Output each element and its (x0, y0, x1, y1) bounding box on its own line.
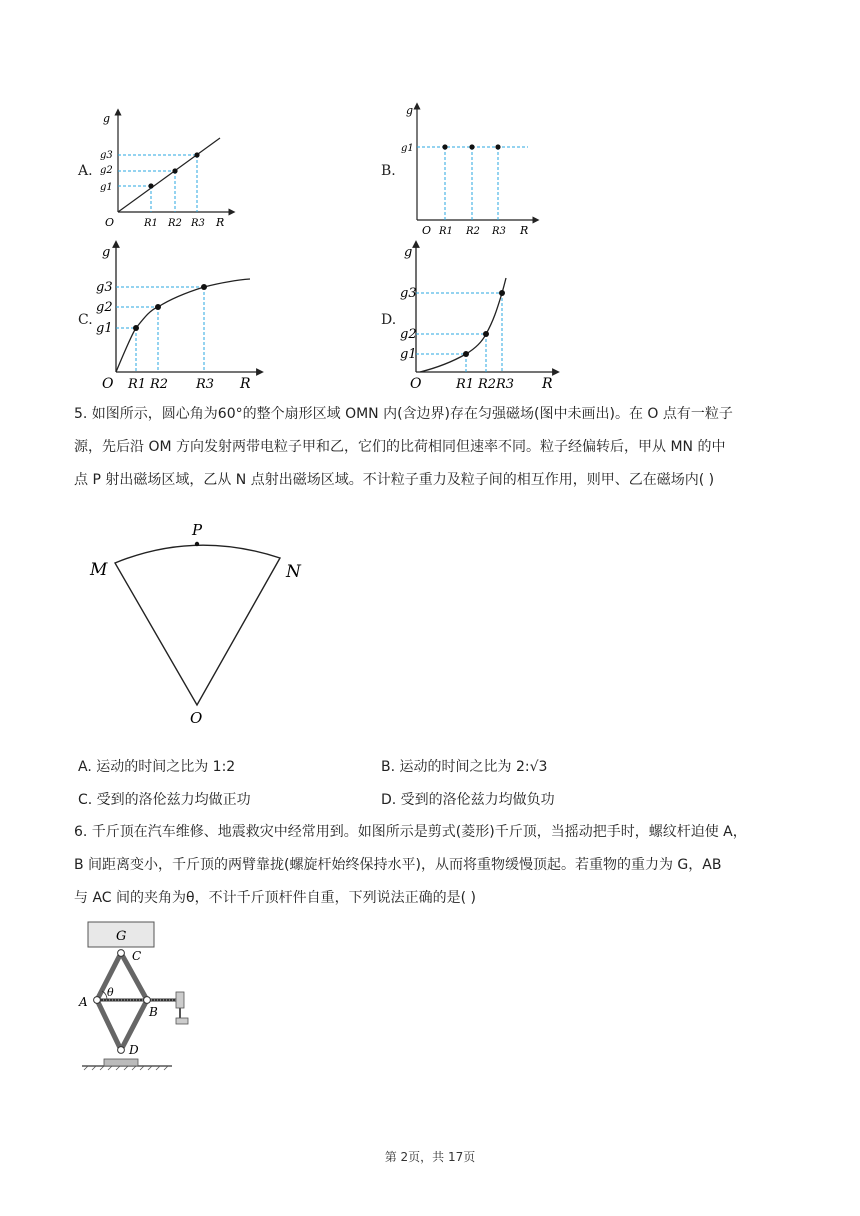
graph-c (92, 238, 272, 394)
origin-label: O (410, 376, 422, 392)
sector-figure (80, 515, 310, 730)
tick-r2: R2 (466, 226, 480, 237)
tick-g3: g3 (96, 280, 113, 295)
tick-r1: R1 (439, 226, 453, 237)
axis-x-label: R (216, 216, 225, 229)
tick-r1: R1 (128, 377, 147, 392)
q5-line-2: 源，先后沿 OM 方向发射两带电粒子甲和乙，它们的比荷相同但速率不同。粒子经偏转后，甲从 MN 的中 (74, 439, 726, 455)
tick-g2: g2 (100, 165, 113, 176)
tick-r1: R1 (456, 377, 475, 392)
question-6-text (74, 820, 786, 910)
label-g: G (116, 929, 127, 944)
label-a: A (79, 995, 88, 1009)
axis-y-label: g (103, 112, 111, 125)
option-a-label: A. (78, 163, 93, 179)
question-5-text (74, 402, 786, 492)
label-n: N (286, 562, 301, 582)
label-m: M (90, 560, 108, 580)
jack-figure (76, 916, 196, 1072)
tick-g2: g2 (400, 327, 417, 342)
tick-r2: R2 (478, 377, 497, 392)
q5-option-c[interactable]: C. 受到的洛伦兹力均做正功 (78, 792, 251, 808)
tick-g1: g1 (400, 347, 417, 362)
tick-g2: g2 (96, 300, 113, 315)
axis-y-label: g (102, 245, 111, 260)
axis-y-label: g (404, 245, 413, 260)
origin-label: O (102, 376, 114, 392)
tick-g3: g3 (100, 150, 113, 161)
tick-g3: g3 (400, 286, 417, 301)
tick-g1: g1 (401, 143, 414, 154)
origin-label: O (105, 216, 115, 229)
label-b: B (149, 1005, 158, 1019)
axis-x-label: R (542, 376, 553, 392)
tick-g1: g1 (100, 182, 113, 193)
q5-line-1: 5. 如图所示，圆心角为60°的整个扇形区域 OMN 内(含边界)存在匀强磁场(图中未画出)。在 O 点有一粒子 (74, 406, 733, 422)
label-theta: θ (107, 986, 114, 999)
graph-a (92, 106, 242, 232)
q5-option-d[interactable]: D. 受到的洛伦兹力均做负功 (381, 792, 555, 808)
label-p: P (192, 521, 203, 539)
q6-line-3: 与 AC 间的夹角为θ，不计千斤顶杆件自重，下列说法正确的是( ) (74, 890, 476, 906)
q5-option-a[interactable]: A. 运动的时间之比为 1:2 (78, 759, 236, 775)
q5-option-b[interactable]: B. 运动的时间之比为 2:√3 (381, 759, 548, 775)
axis-x-label: R (240, 376, 251, 392)
axis-y-label: g (406, 104, 414, 117)
tick-r1: R1 (144, 218, 158, 229)
label-o: O (190, 709, 203, 727)
label-c: C (132, 949, 142, 963)
q6-line-2: B 间距离变小，千斤顶的两臂靠拢(螺旋杆始终保持水平)，从而将重物缓慢顶起。若重物的重力为 G，AB (74, 857, 722, 873)
origin-label: O (422, 224, 432, 237)
axis-x-label: R (520, 224, 529, 237)
option-b-label: B. (381, 163, 396, 179)
option-d-label: D. (381, 312, 397, 328)
option-c-label: C. (78, 312, 93, 328)
tick-r3: R3 (492, 226, 506, 237)
q5-line-3: 点 P 射出磁场区域，乙从 N 点射出磁场区域。不计粒子重力及粒子间的相互作用，则甲、乙在磁场内( ) (74, 472, 715, 488)
tick-r2: R2 (168, 218, 182, 229)
tick-r2: R2 (150, 377, 169, 392)
tick-r3: R3 (196, 377, 215, 392)
tick-r3: R3 (191, 218, 205, 229)
page-footer: 第 2页，共 17页 (384, 1150, 476, 1164)
tick-r3: R3 (496, 377, 515, 392)
tick-g1: g1 (96, 321, 113, 336)
graph-d (396, 238, 566, 394)
graph-b (396, 100, 546, 238)
label-d: D (129, 1043, 139, 1057)
q6-line-1: 6. 千斤顶在汽车维修、地震救灾中经常用到。如图所示是剪式(菱形)千斤顶，当摇动把手时，螺纹杆迫使 A， (74, 824, 747, 840)
